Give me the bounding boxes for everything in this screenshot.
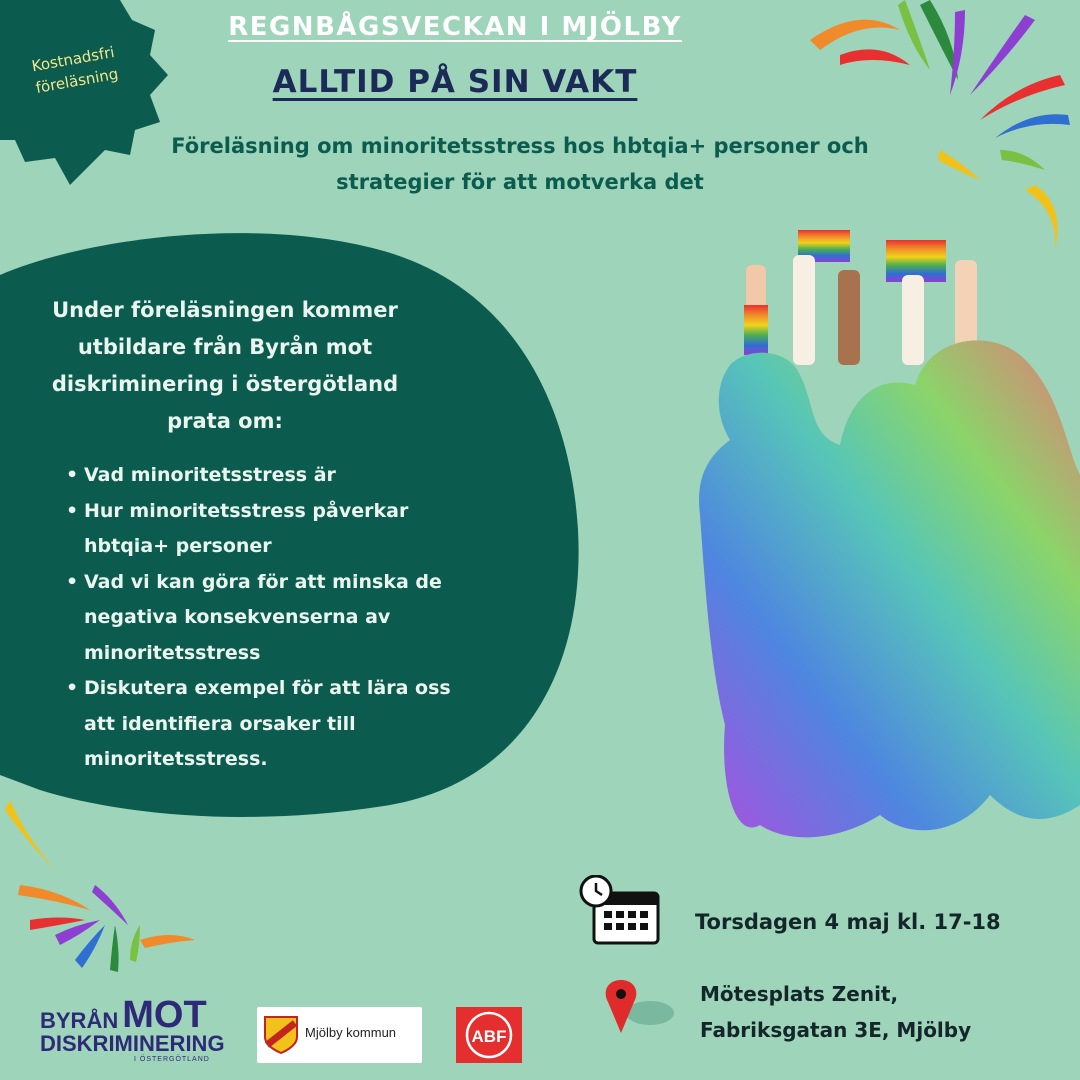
kommun-name: Mjölby kommun	[305, 1025, 397, 1040]
list-item: • Diskutera exempel för att lära oss att identifiera orsaker till minoritetsstress.	[58, 671, 458, 778]
subtitle: Föreläsning om minoritetsstress hos hbtqia+ personer och strategier för att motverka det	[171, 134, 869, 194]
abf-logo	[456, 1007, 522, 1063]
intro-text: Under föreläsningen kommer utbildare från Byrån mot diskriminering i östergötland prata om:	[51, 298, 399, 433]
abf-text: ABF	[471, 1027, 507, 1046]
rainbow-crowd-illustration	[690, 225, 1080, 845]
lecture-title: ALLTID PÅ SIN VAKT	[272, 64, 638, 100]
byran-logo-word-3: DISKRIMINERING	[40, 1031, 225, 1056]
badge-text: Kostnadsfri föreläsning	[30, 43, 120, 97]
location-line-2: Fabriksgatan 3E, Mjölby	[700, 1018, 972, 1042]
abf-emblem	[456, 1007, 522, 1063]
location-line-1: Mötesplats Zenit,	[700, 982, 899, 1006]
event-date: Torsdagen 4 maj kl. 17-18	[695, 910, 1001, 934]
list-item: • Hur minoritetsstress påverkar hbtqia+ personer	[58, 494, 458, 565]
event-location	[700, 976, 971, 1048]
topics-list	[58, 458, 458, 778]
byran-logo-subtitle: I ÖSTERGÖTLAND	[134, 1056, 210, 1063]
byran-mot-diskriminering-logo	[40, 994, 240, 1063]
byran-logo-word-2: MOT	[122, 994, 207, 1036]
list-item: • Vad minoritetsstress är	[58, 458, 458, 494]
event-title: REGNBÅGSVECKAN I MJÖLBY	[228, 12, 682, 42]
list-item: • Vad vi kan göra för att minska de negativa konsekvenserna av minoritetsstress	[58, 565, 458, 672]
kommun-shield-icon	[263, 1015, 299, 1055]
mjolby-kommun-logo	[257, 1007, 422, 1063]
calendar-clock-icon	[578, 875, 662, 945]
byran-logo-word-1: BYRÅN	[40, 1008, 119, 1033]
map-pin-icon	[600, 975, 680, 1035]
